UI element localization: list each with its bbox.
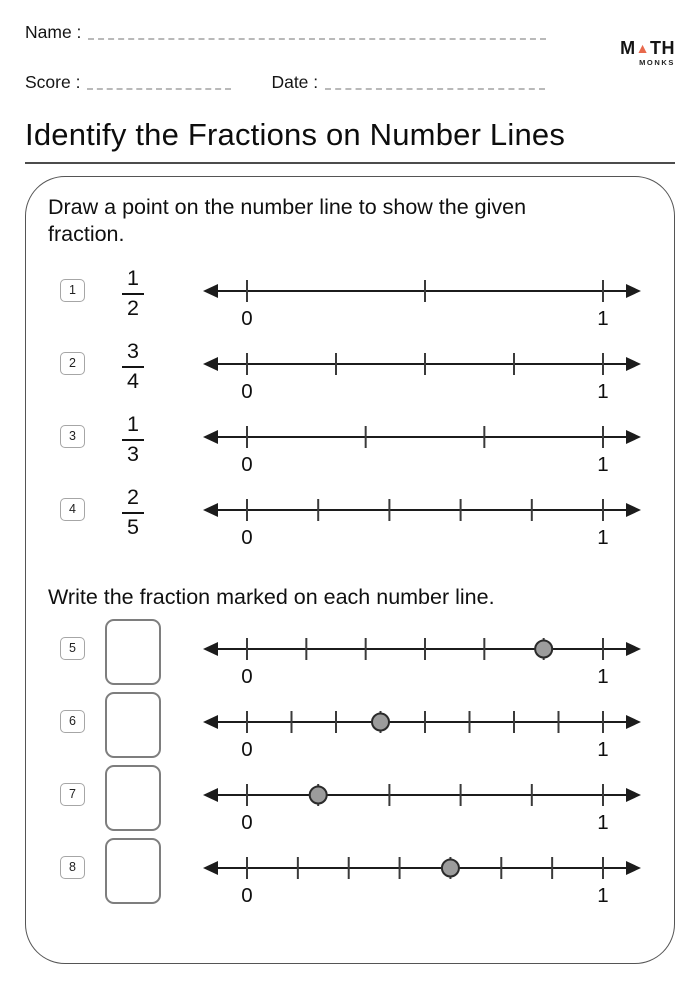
problem-number-badge: 4	[60, 498, 85, 521]
arrow-right-icon	[626, 861, 641, 875]
marked-point-icon	[310, 786, 327, 803]
end-label: 1	[597, 810, 609, 833]
number-line	[201, 629, 643, 687]
end-label: 1	[597, 737, 609, 760]
arrow-right-icon	[626, 715, 641, 729]
start-label: 0	[241, 810, 253, 833]
arrow-left-icon	[203, 788, 218, 802]
number-line[interactable]	[201, 271, 643, 329]
start-label: 0	[241, 664, 253, 687]
name-blank-line[interactable]	[88, 28, 546, 40]
arrow-left-icon	[203, 715, 218, 729]
fraction-denominator: 2	[127, 296, 139, 321]
answer-box[interactable]	[105, 838, 161, 904]
page-title: Identify the Fractions on Number Lines	[25, 117, 566, 152]
fraction-numerator: 1	[122, 412, 144, 442]
name-row	[25, 22, 675, 43]
start-label: 0	[241, 306, 253, 329]
name-label: Name :	[25, 22, 82, 42]
problem-prompt-column	[85, 265, 181, 321]
marked-point-icon	[372, 713, 389, 730]
end-label: 1	[597, 525, 609, 548]
problem-prompt-column	[85, 702, 181, 758]
logo-wordmark	[620, 39, 675, 57]
fraction-denominator: 5	[127, 515, 139, 540]
given-fraction	[122, 339, 144, 394]
problem-number-badge: 3	[60, 425, 85, 448]
date-label: Date :	[271, 72, 319, 92]
title-underline	[25, 162, 675, 164]
problem-prompt-column	[85, 775, 181, 831]
arrow-right-icon	[626, 430, 641, 444]
worksheet-header	[25, 22, 675, 93]
problem-row-1	[46, 265, 656, 329]
logo-triangle-icon: ▲	[635, 40, 650, 56]
arrow-left-icon	[203, 357, 218, 371]
number-line[interactable]	[201, 490, 643, 548]
math-monks-logo	[620, 39, 675, 67]
instruction-draw: Draw a point on the number line to show the given fraction.	[48, 195, 527, 247]
arrow-right-icon	[626, 503, 641, 517]
end-label: 1	[597, 379, 609, 402]
number-line	[201, 702, 643, 760]
arrow-right-icon	[626, 788, 641, 802]
start-label: 0	[241, 883, 253, 906]
score-date-row	[25, 72, 675, 93]
start-label: 0	[241, 379, 253, 402]
problems-write	[46, 629, 656, 904]
number-line	[201, 775, 643, 833]
problem-number-badge: 5	[60, 637, 85, 660]
marked-point-icon	[442, 859, 459, 876]
end-label: 1	[597, 664, 609, 687]
fraction-denominator: 3	[127, 442, 139, 467]
problem-row-6	[46, 702, 656, 758]
problem-number-badge: 6	[60, 710, 85, 733]
logo-subtitle: MONKS	[639, 58, 675, 67]
answer-box[interactable]	[105, 692, 161, 758]
end-label: 1	[597, 306, 609, 329]
date-blank-line[interactable]	[325, 78, 545, 90]
problem-number-badge: 1	[60, 279, 85, 302]
given-fraction	[122, 266, 144, 321]
problem-prompt-column	[85, 848, 181, 904]
problem-row-7	[46, 775, 656, 831]
arrow-right-icon	[626, 357, 641, 371]
problem-prompt-column	[85, 484, 181, 540]
arrow-right-icon	[626, 642, 641, 656]
number-line[interactable]	[201, 344, 643, 402]
section-write-fractions	[46, 584, 656, 904]
problem-number-badge: 2	[60, 352, 85, 375]
given-fraction	[122, 485, 144, 540]
problem-prompt-column	[85, 629, 181, 685]
problems-draw	[46, 265, 656, 548]
problem-row-2	[46, 338, 656, 402]
score-blank-line[interactable]	[87, 78, 231, 90]
start-label: 0	[241, 452, 253, 475]
arrow-left-icon	[203, 284, 218, 298]
arrow-left-icon	[203, 503, 218, 517]
logo-letters-th: TH	[650, 38, 675, 58]
fraction-denominator: 4	[127, 369, 139, 394]
problem-row-8	[46, 848, 656, 904]
number-line	[201, 848, 643, 906]
arrow-left-icon	[203, 642, 218, 656]
fraction-numerator: 2	[122, 485, 144, 515]
number-line[interactable]	[201, 417, 643, 475]
instruction-write: Write the fraction marked on each number line.	[48, 584, 495, 609]
score-label: Score :	[25, 72, 81, 92]
fraction-numerator: 3	[122, 339, 144, 369]
arrow-left-icon	[203, 430, 218, 444]
problem-row-3	[46, 411, 656, 475]
problem-number-badge: 7	[60, 783, 85, 806]
start-label: 0	[241, 737, 253, 760]
problem-row-4	[46, 484, 656, 548]
answer-box[interactable]	[105, 619, 161, 685]
end-label: 1	[597, 452, 609, 475]
end-label: 1	[597, 883, 609, 906]
arrow-left-icon	[203, 861, 218, 875]
marked-point-icon	[535, 640, 552, 657]
problem-number-badge: 8	[60, 856, 85, 879]
start-label: 0	[241, 525, 253, 548]
problem-row-5	[46, 629, 656, 685]
given-fraction	[122, 412, 144, 467]
section-draw-points	[46, 194, 656, 546]
logo-letter-m: M	[620, 38, 636, 58]
problem-prompt-column	[85, 338, 181, 394]
answer-box[interactable]	[105, 765, 161, 831]
worksheet-panel	[25, 176, 675, 964]
fraction-numerator: 1	[122, 266, 144, 296]
arrow-right-icon	[626, 284, 641, 298]
problem-prompt-column	[85, 411, 181, 467]
